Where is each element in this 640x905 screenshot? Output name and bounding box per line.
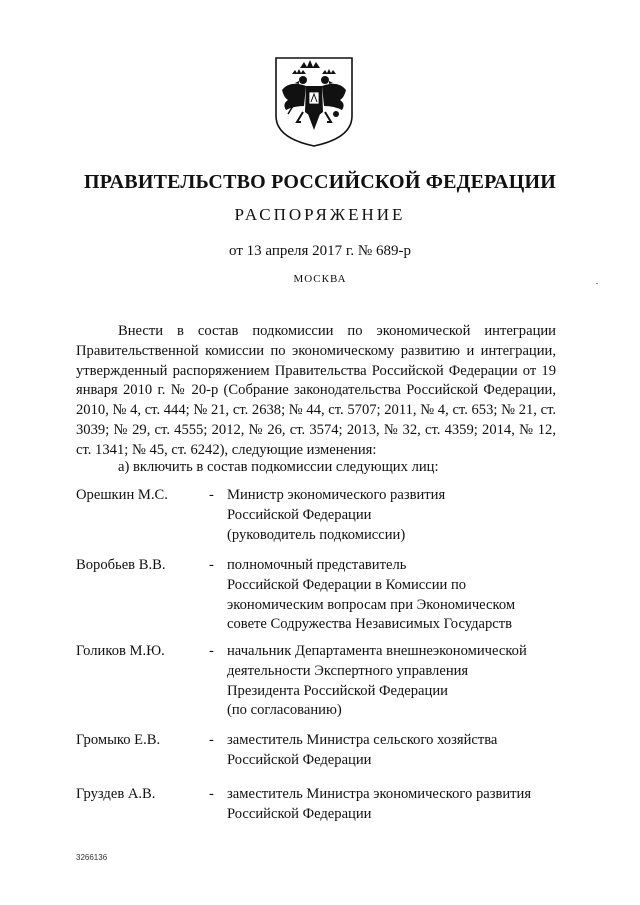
member-name: Громыко Е.В. — [76, 732, 161, 748]
russian-coat-of-arms-icon — [270, 54, 358, 150]
intro-line: от 19 января 2010 г. № 20-р (Собрание законодательства Российской — [76, 362, 556, 399]
intro-line: Федерации, 2010, № 4, ст. 444; № 21, ст. 2638; № 44, ст. 5707; 2011, № 4, — [76, 382, 556, 419]
member-position-line: начальник Департамента внешнеэкономической — [227, 643, 527, 659]
intro-line: ст. 4359; 2014, № 12, ст. 1341; № 45, ст. 6242), следующие изменения: — [76, 421, 556, 458]
member-position — [227, 785, 567, 825]
member-position-line: экономическим вопросам при Экономическом — [227, 596, 516, 613]
document-type: РАСПОРЯЖЕНИЕ — [234, 205, 406, 224]
member-position-line: (руководитель подкомиссии) — [227, 526, 406, 543]
member-position-line: Российской Федерации — [227, 506, 372, 523]
member-position — [227, 731, 567, 771]
member-dash: - — [209, 557, 214, 573]
member-name: Голиков М.Ю. — [76, 643, 165, 659]
member-position-line: заместитель Министра экономического развития — [227, 786, 532, 802]
member-position-line: заместитель Министра сельского хозяйства — [227, 732, 498, 748]
member-position-line: Министр экономического развития — [227, 487, 446, 503]
member-position-line: (по согласованию) — [227, 702, 342, 719]
city: МОСКВА — [293, 273, 347, 285]
member-dash: - — [209, 786, 214, 802]
member-name: Воробьев В.В. — [76, 557, 166, 573]
member-position — [227, 486, 567, 545]
date-and-number: от 13 апреля 2017 г. № 689-р — [229, 243, 411, 259]
member-position-line: деятельности Экспертного управления — [227, 662, 469, 679]
member-position-line: полномочный представитель — [227, 557, 407, 573]
intro-line: Внести в состав подкомиссии по экономической интеграции — [118, 323, 556, 339]
member-name: Орешкин М.С. — [76, 487, 168, 503]
intro-line: ст. 653; № 21, ст. 3039; № 29, ст. 4555; 2012, № 26, ст. 3574; 2013, № 32, — [76, 402, 557, 438]
scan-speck — [596, 283, 598, 284]
intro-paragraph — [76, 322, 556, 461]
member-position-line: совете Содружества Независимых Государств — [227, 616, 513, 633]
member-dash: - — [209, 487, 214, 503]
member-position — [227, 642, 567, 721]
member-position-line: Российской Федерации в Комиссии по — [227, 576, 467, 593]
member-name: Груздев А.В. — [76, 786, 156, 802]
intro-line: Правительственной комиссии по экономическому развитию и интеграции, — [76, 342, 556, 359]
member-position — [227, 556, 567, 635]
intro-line: утвержденный распоряжением Правительства Российской Федерации — [76, 362, 518, 379]
member-dash: - — [209, 643, 214, 659]
member-position-line: Президента Российской Федерации — [227, 682, 448, 699]
member-dash: - — [209, 732, 214, 748]
member-position-line: Российской Федерации — [227, 805, 372, 822]
subitem-a: а) включить в состав подкомиссии следующих лиц: — [118, 459, 439, 475]
member-position-line: Российской Федерации — [227, 751, 372, 768]
document-code: 3266136 — [76, 853, 108, 862]
government-title: ПРАВИТЕЛЬСТВО РОССИЙСКОЙ ФЕДЕРАЦИИ — [84, 171, 556, 193]
